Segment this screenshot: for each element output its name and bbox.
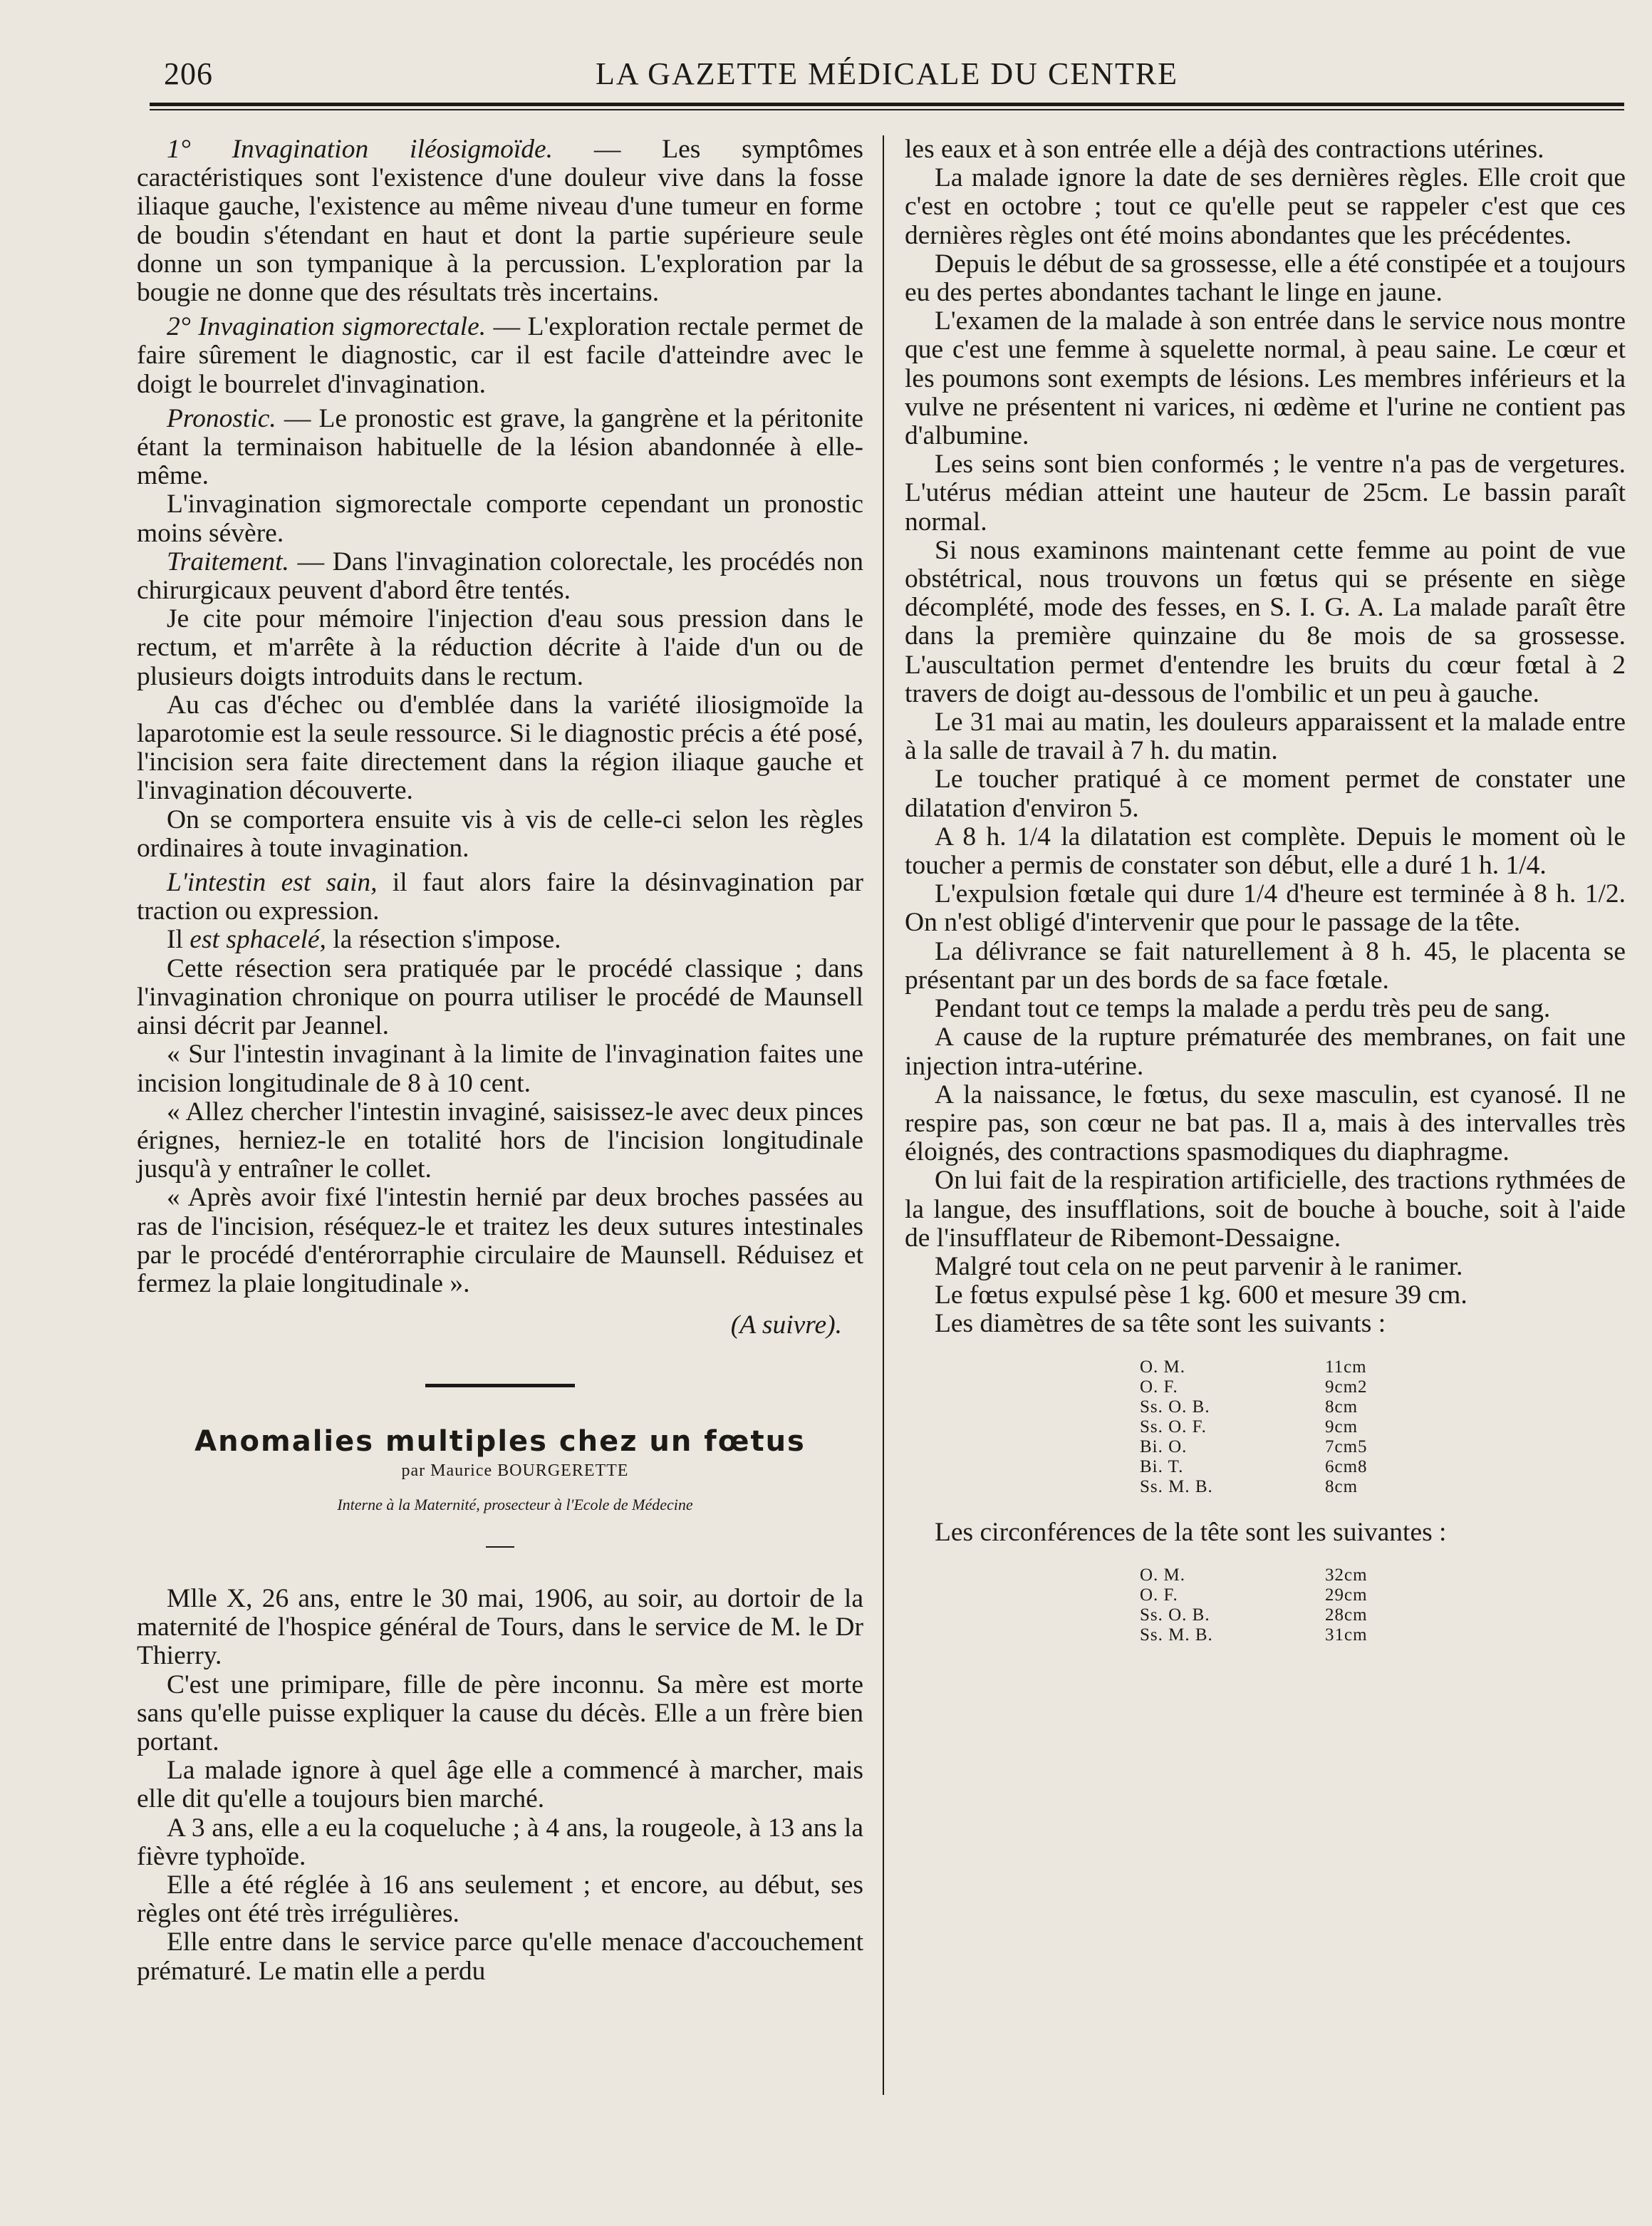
paragraph: La malade ignore la date de ses dernières règles. Elle croit que c'est en octobre ; tout ce qu'elle peut se rappeler c'est que ces dernières règles ont été moins abondantes que les précédentes.: [905, 163, 1626, 250]
paragraph: L'invagination sigmorectale comporte cependant un pronostic moins sévère.: [137, 490, 863, 548]
measure-value: 32cm: [1325, 1565, 1368, 1585]
paragraph: « Sur l'intestin invaginant à la limite de l'invagination faites une incision longitudinale de 8 à 10 cent.: [137, 1040, 863, 1098]
paragraph: Le 31 mai au matin, les douleurs apparaissent et la malade entre à la salle de travail à 7 h. du matin.: [905, 708, 1626, 766]
measure-row: [1140, 1565, 1626, 1585]
paragraph: La délivrance se fait naturellement à 8 h. 45, le placenta se présentant par un des bords de sa face fœtale.: [905, 936, 1626, 995]
measure-label: Ss. O. B.: [1140, 1397, 1210, 1417]
measure-row: [1140, 1437, 1626, 1457]
paragraph: A 3 ans, elle a eu la coqueluche ; à 4 ans, la rougeole, à 13 ans la fièvre typhoïde.: [137, 1813, 863, 1871]
paragraph: La malade ignore à quel âge elle a commencé à marcher, mais elle dit qu'elle a toujours bien marché.: [137, 1756, 863, 1814]
paragraph: « Après avoir fixé l'intestin hernié par deux broches passées au ras de l'incision, réséquez-le et traitez les deux sutures intestinales par le procédé d'entérorraphie circulaire de Maunsell. Réduisez et fermez la plaie longitudinale ».: [137, 1183, 863, 1298]
paragraph: Si nous examinons maintenant cette femme au point de vue obstétrical, nous trouvons un fœtus qui se présente en siège décomplété, mode des fesses, en S. I. G. A. La malade paraît être dans la première quinzaine du 8e mois de sa grossesse. L'auscultation permet d'entendre les bruits du cœur fœtal à 2 travers de doigt au-dessous de l'ombilic et un peu à gauche.: [905, 535, 1626, 708]
measure-value: 28cm: [1325, 1605, 1368, 1625]
measure-label: Ss. O. B.: [1140, 1605, 1210, 1625]
header-rule-thick: [150, 103, 1624, 106]
page-header: [150, 51, 1624, 101]
diameters-table: [1140, 1357, 1626, 1497]
paragraph: A 8 h. 1/4 la dilatation est complète. Depuis le moment où le toucher a permis de constater son début, elle a duré 1 h. 1/4.: [905, 822, 1626, 881]
subheading: 1° Invagination iléosigmoïde.: [167, 135, 554, 164]
paragraph: [137, 926, 863, 954]
measure-value: 31cm: [1325, 1625, 1368, 1645]
measure-label: Bi. O.: [1140, 1436, 1188, 1456]
paragraph: Le fœtus expulsé pèse 1 kg. 600 et mesure 39 cm.: [935, 1280, 1467, 1310]
paragraph: « Allez chercher l'intestin invaginé, saisissez-le avec deux pinces érignes, herniez-le en totalité hors de l'incision longitudinale jusqu'à y entraîner le collet.: [137, 1097, 863, 1184]
measure-label: Ss. M. B.: [1140, 1476, 1213, 1496]
paragraph: On lui fait de la respiration artificielle, des tractions rythmées de la langue, des insufflations, soit de bouche à bouche, soit à l'aide de l'insufflateur de Ribemont-Dessaigne.: [905, 1166, 1626, 1253]
paragraph: Malgré tout cela on ne peut parvenir à le ranimer.: [935, 1251, 1463, 1281]
paragraph: les eaux et à son entrée elle a déjà des contractions utérines.: [905, 135, 1544, 164]
paragraph: Les circonférences de la tête sont les suivantes :: [935, 1517, 1447, 1547]
paragraph: Mlle X, 26 ans, entre le 30 mai, 1906, au soir, au dortoir de la maternité de l'hospice général de Tours, dans le service de M. le Dr Thierry.: [137, 1583, 863, 1671]
paragraph: [137, 869, 863, 926]
paragraph: C'est une primipare, fille de père inconnu. Sa mère est morte sans qu'elle puisse expliquer la cause du décès. Elle a un frère bien portant.: [137, 1670, 863, 1756]
paragraph: A la naissance, le fœtus, du sexe masculin, est cyanosé. Il ne respire pas, son cœur ne bat pas. Il a, mais à des intervalles très éloignés, des contractions spasmodiques du diaphragme.: [905, 1080, 1626, 1167]
measure-row: [1140, 1397, 1626, 1417]
subheading: 2° Invagination sigmorectale.: [167, 312, 487, 342]
measure-label: Bi. T.: [1140, 1456, 1184, 1476]
measure-value: 9cm2: [1325, 1377, 1368, 1397]
to-be-continued: [137, 1311, 842, 1340]
page-number: 206: [164, 56, 213, 91]
paragraph: [137, 135, 863, 307]
paragraph: L'expulsion fœtale qui dure 1/4 d'heure est terminée à 8 h. 1/2. On n'est obligé d'intervenir que pour le passage de la tête.: [905, 879, 1626, 938]
article-byline: par Maurice BOURGERETTE: [401, 1461, 629, 1480]
paragraph-text: il faut alors faire la désinvagination par traction ou expression.: [137, 868, 863, 926]
paragraph: Depuis le début de sa grossesse, elle a été constipée et a toujours eu des pertes abondantes tachant le linge en jaune.: [905, 249, 1626, 308]
paragraph: Je cite pour mémoire l'injection d'eau sous pression dans le rectum, et m'arrête à la réduction décrite à l'aide d'un ou de plusieurs doigts introduits dans le rectum.: [137, 604, 863, 691]
to-be-continued-text: (A suivre).: [730, 1310, 842, 1340]
measure-row: [1140, 1417, 1626, 1437]
article-title: Anomalies multiples chez un fœtus: [194, 1425, 806, 1459]
subheading: Traitement.: [167, 547, 289, 576]
measure-row: [1140, 1377, 1626, 1397]
paragraph: Elle a été réglée à 16 ans seulement ; et encore, au début, ses règles ont été très irrégulières.: [137, 1870, 863, 1929]
paragraph: Cette résection sera pratiquée par le procédé classique ; dans l'invagination chronique on pourra utiliser le procédé de Maunsell ainsi décrit par Jeannel.: [137, 953, 863, 1041]
measure-label: O. F.: [1140, 1377, 1178, 1397]
paragraph: Elle entre dans le service parce qu'elle menace d'accouchement prématuré. Le matin elle a perdu: [137, 1927, 863, 1986]
measure-label: O. F.: [1140, 1585, 1178, 1605]
left-column: [137, 135, 863, 1986]
measure-row: [1140, 1585, 1626, 1605]
measure-value: 7cm5: [1325, 1436, 1368, 1456]
paragraph: Les diamètres de sa tête sont les suivants :: [935, 1309, 1386, 1339]
paragraph: Pendant tout ce temps la malade a perdu très peu de sang.: [935, 994, 1551, 1024]
right-column: [905, 135, 1626, 1667]
paragraph-text: Il: [167, 925, 190, 955]
header-rule-thin: [150, 109, 1624, 110]
paragraph: [137, 548, 863, 605]
section-separator: [425, 1384, 575, 1387]
article-affiliation: Interne à la Maternité, prosecteur à l'Ecole de Médecine: [337, 1495, 693, 1513]
paragraph: Le toucher pratiqué à ce moment permet de constater une dilatation d'environ 5.: [905, 765, 1626, 823]
paragraph-text: la résection s'impose.: [326, 925, 561, 955]
paragraph: [137, 405, 863, 491]
paragraph: L'examen de la malade à son entrée dans le service nous montre que c'est une femme à squelette normal, à peau saine. Le cœur et les poumons sont exempts de lésions. Les membres inférieurs et la vulve ne présentent ni varices, ni œdème et l'urine ne contient pas d'albumine.: [905, 306, 1626, 451]
measure-label: O. M.: [1140, 1357, 1186, 1377]
measure-row: [1140, 1357, 1626, 1377]
circumferences-table: [1140, 1565, 1626, 1645]
small-separator: [486, 1546, 514, 1548]
paragraph: Les seins sont bien conformés ; le ventre n'a pas de vergetures. L'utérus médian atteint une hauteur de 25cm. Le bassin paraît normal.: [905, 450, 1626, 537]
measure-row: [1140, 1477, 1626, 1497]
column-divider: [883, 135, 884, 2095]
measure-value: 8cm: [1325, 1476, 1359, 1496]
measure-value: 8cm: [1325, 1397, 1359, 1417]
measure-row: [1140, 1457, 1626, 1477]
measure-label: Ss. O. F.: [1140, 1417, 1207, 1436]
paragraph-text: — Les symptômes caractéristiques sont l'existence d'une douleur vive dans la fosse iliaque gauche, l'existence au même niveau d'une tumeur en forme de boudin s'étendant en haut et dont la partie supérieure seule donne un son tympanique à la percussion. L'exploration par la bougie ne donne que des résultats très incertains.: [137, 135, 863, 308]
measure-value: 6cm8: [1325, 1456, 1368, 1476]
measure-label: O. M.: [1140, 1565, 1186, 1585]
paragraph: On se comportera ensuite vis à vis de celle-ci selon les règles ordinaires à toute invagination.: [137, 804, 863, 863]
measure-value: 29cm: [1325, 1585, 1368, 1605]
subheading: L'intestin est sain,: [167, 868, 378, 898]
paragraph: Au cas d'échec ou d'emblée dans la variété iliosigmoïde la laparotomie est la seule ressource. Si le diagnostic précis a été posé, l'incision sera faite directement dans la région iliaque gauche et l'invagination découverte.: [137, 690, 863, 806]
paragraph: [137, 313, 863, 399]
measure-row: [1140, 1605, 1626, 1625]
measure-value: 9cm: [1325, 1417, 1359, 1436]
running-title: LA GAZETTE MÉDICALE DU CENTRE: [595, 56, 1179, 91]
paragraph-text: — Dans l'invagination colorectale, les procédés non chirurgicaux peuvent d'abord être tentés.: [137, 547, 863, 606]
measure-row: [1140, 1625, 1626, 1645]
subheading: Pronostic.: [167, 403, 276, 433]
measure-label: Ss. M. B.: [1140, 1625, 1213, 1645]
subheading: est sphacelé,: [189, 925, 326, 955]
measure-value: 11cm: [1325, 1357, 1367, 1377]
paragraph-text: — L'exploration rectale permet de faire sûrement le diagnostic, car il est facile d'atteindre avec le doigt le bourrelet d'invagination.: [137, 312, 863, 399]
paragraph: A cause de la rupture prématurée des membranes, on fait une injection intra-utérine.: [905, 1023, 1626, 1081]
paragraph-text: — Le pronostic est grave, la gangrène et la péritonite étant la terminaison habituelle de la lésion abandonnée à elle-même.: [137, 403, 863, 491]
